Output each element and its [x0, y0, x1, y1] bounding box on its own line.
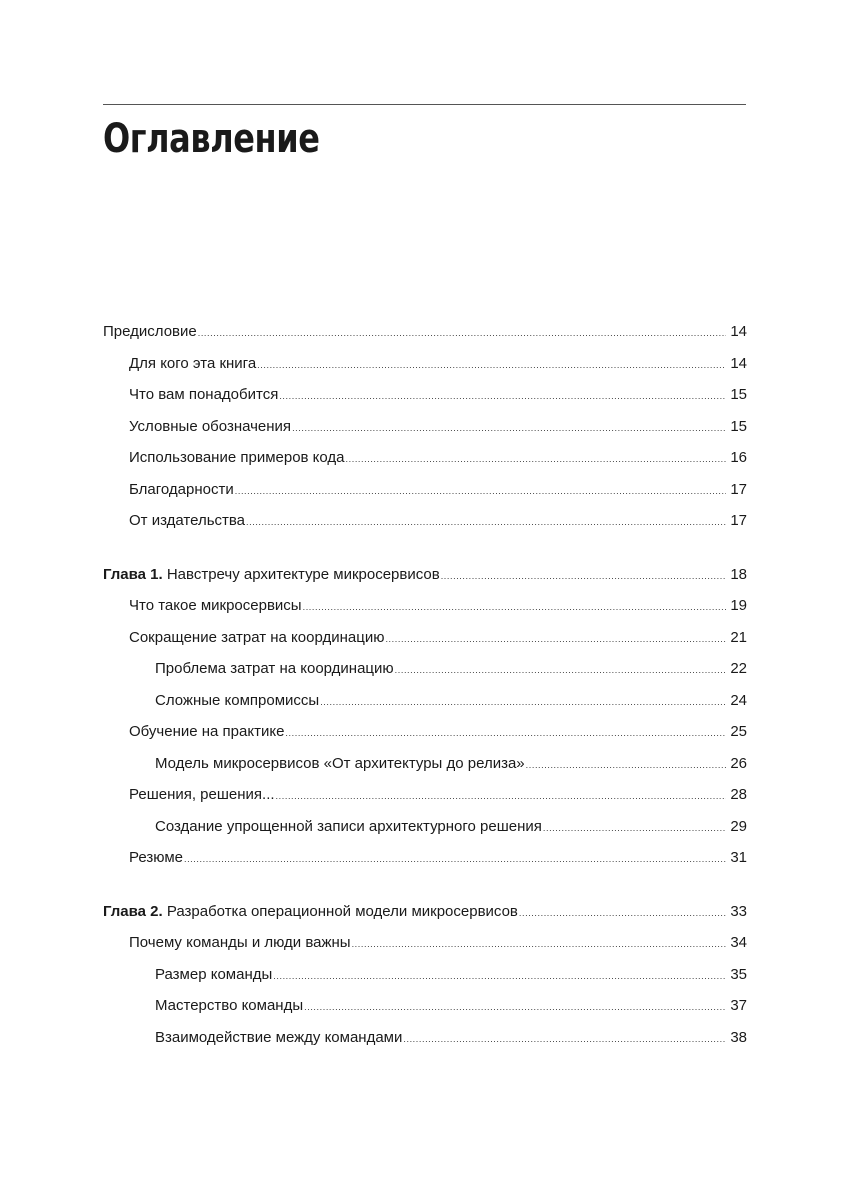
toc-entry-label: [155, 818, 542, 835]
toc-entry-label: [129, 449, 345, 466]
toc-entry-label: [155, 692, 319, 709]
toc-entry-label: [129, 386, 278, 403]
toc-entry-text: Резюме: [129, 849, 183, 866]
toc-page-number: 21: [730, 628, 747, 646]
toc-entry-label: [155, 966, 272, 983]
dot-leader: [441, 571, 726, 581]
toc-page-number: 33: [730, 902, 747, 920]
toc-entry[interactable]: [103, 566, 747, 598]
dot-leader: [303, 602, 726, 612]
toc-page-number: 17: [730, 512, 747, 529]
toc-page-number: 29: [730, 817, 747, 835]
dot-leader: [276, 791, 726, 801]
toc-entry[interactable]: [103, 386, 747, 418]
toc-entry-label: [103, 323, 197, 340]
dot-leader: [273, 971, 726, 981]
dot-leader: [285, 728, 726, 738]
toc-entry-label: [155, 997, 303, 1014]
toc-entry-label: [129, 629, 384, 646]
toc-entry-text: Использование примеров кода: [129, 449, 345, 466]
toc-page-number: 26: [730, 754, 747, 772]
toc-page-number: 15: [730, 417, 747, 435]
toc-entry-text: Для кого эта книга: [129, 354, 257, 372]
toc-entry[interactable]: [103, 449, 747, 481]
toc-page-number: 17: [730, 480, 747, 498]
toc-entry[interactable]: [103, 418, 747, 450]
dot-leader: [519, 908, 726, 918]
toc-entry-text: Почему команды и люди важны: [129, 934, 351, 951]
toc-page-number: 37: [730, 997, 747, 1014]
dot-leader: [352, 939, 726, 949]
toc-entry[interactable]: [103, 755, 747, 787]
toc-entry-label: [129, 723, 284, 740]
toc-page-number: 14: [730, 323, 747, 340]
chapter-gap: [103, 881, 747, 903]
toc-entry-label: [103, 903, 518, 920]
toc-entry-text: Решения, решения...: [129, 786, 275, 803]
chapter-number: Глава 2.: [103, 902, 163, 920]
toc-entry-label: [129, 786, 275, 803]
toc-page-number: 28: [730, 786, 747, 803]
dot-leader: [304, 1002, 726, 1012]
toc-entry-text: Предисловие: [103, 323, 197, 340]
toc-entry-text: Создание упрощенной записи архитектурного решения: [155, 817, 542, 835]
toc-page-number: 24: [730, 691, 747, 709]
dot-leader: [320, 697, 726, 707]
toc-entry-text: Благодарности: [129, 480, 234, 498]
toc-entry-text: Сложные компромиссы: [155, 691, 320, 709]
toc-entry[interactable]: [103, 323, 747, 355]
toc-entry-label: [129, 355, 256, 372]
toc-entry-text: Модель микросервисов «От архитектуры до релиза»: [155, 754, 525, 772]
toc-page-number: 31: [730, 849, 747, 866]
toc-entry-label: [129, 849, 183, 866]
toc-entry[interactable]: [103, 934, 747, 966]
toc-entry[interactable]: [103, 786, 747, 818]
toc-entry[interactable]: [103, 723, 747, 755]
toc-entry-label: [103, 566, 440, 583]
toc-entry[interactable]: [103, 692, 747, 724]
toc-entry-label: [129, 418, 291, 435]
dot-leader: [235, 486, 726, 496]
toc-entry[interactable]: [103, 966, 747, 998]
toc-page-number: 16: [730, 449, 747, 466]
toc-entry-label: [129, 512, 245, 529]
toc-entry-text: Размер команды: [155, 965, 273, 983]
toc-entry-label: [129, 934, 351, 951]
toc-page-number: 14: [730, 354, 747, 372]
toc-entry-label: [129, 481, 234, 498]
toc-page-number: 35: [730, 965, 747, 983]
dot-leader: [198, 328, 726, 338]
toc-entry-text: Сокращение затрат на координацию: [129, 628, 385, 646]
dot-leader: [257, 360, 726, 370]
dot-leader: [184, 854, 726, 864]
toc-entry-text: Что вам понадобится: [129, 386, 279, 403]
toc-entry[interactable]: [103, 481, 747, 513]
table-of-contents: [103, 323, 747, 1060]
dot-leader: [403, 1034, 726, 1044]
chapter-gap: [103, 544, 747, 566]
toc-page-number: 25: [730, 723, 747, 740]
toc-entry-text: Обучение на практике: [129, 723, 285, 740]
toc-page-number: 38: [730, 1028, 747, 1046]
toc-entry-label: [155, 755, 525, 772]
toc-page-number: 22: [730, 660, 747, 677]
page-title: Оглавление: [103, 116, 320, 162]
toc-entry[interactable]: [103, 355, 747, 387]
dot-leader: [246, 517, 726, 527]
toc-entry-text: Условные обозначения: [129, 417, 292, 435]
toc-entry[interactable]: [103, 629, 747, 661]
toc-entry[interactable]: [103, 597, 747, 629]
dot-leader: [346, 454, 726, 464]
toc-page-number: 15: [730, 386, 747, 403]
toc-entry-text: Взаимодействие между командами: [155, 1028, 403, 1046]
toc-entry[interactable]: [103, 1029, 747, 1061]
toc-entry-text: Навстречу архитектуре микросервисов: [166, 565, 440, 583]
header-rule: [103, 104, 746, 105]
dot-leader: [543, 823, 726, 833]
toc-entry-label: [129, 597, 302, 614]
toc-entry-label: [155, 1029, 402, 1046]
dot-leader: [385, 634, 726, 644]
chapter-number: Глава 1.: [103, 565, 163, 583]
toc-entry[interactable]: [103, 512, 747, 544]
dot-leader: [395, 665, 726, 675]
dot-leader: [279, 391, 726, 401]
toc-entry[interactable]: [103, 660, 747, 692]
toc-page-number: 18: [730, 565, 747, 583]
dot-leader: [292, 423, 726, 433]
toc-entry[interactable]: [103, 818, 747, 850]
toc-page-number: 19: [730, 597, 747, 614]
toc-page-number: 34: [730, 934, 747, 951]
toc-entry[interactable]: [103, 903, 747, 935]
toc-entry[interactable]: [103, 849, 747, 881]
toc-entry-text: Разработка операционной модели микросервисов: [166, 902, 518, 920]
dot-leader: [526, 760, 726, 770]
toc-entry-label: [155, 660, 394, 677]
toc-entry-text: Проблема затрат на координацию: [155, 660, 394, 677]
toc-entry-text: Что такое микросервисы: [129, 597, 302, 614]
toc-entry-text: Мастерство команды: [155, 997, 304, 1014]
toc-entry[interactable]: [103, 997, 747, 1029]
toc-entry-text: От издательства: [129, 512, 246, 529]
